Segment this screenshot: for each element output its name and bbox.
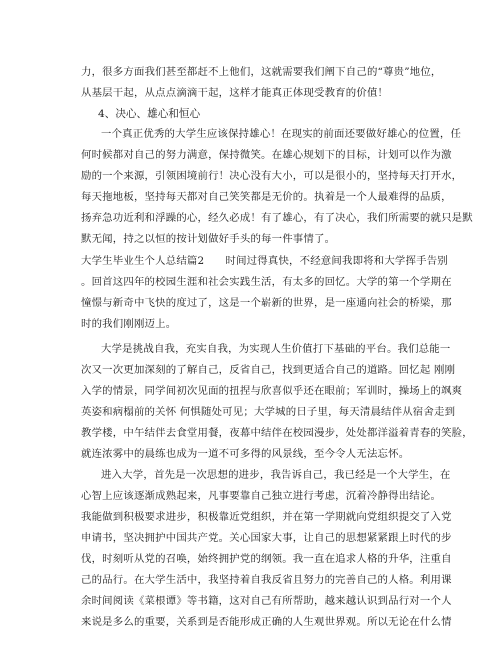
- text-line: 己的品行。在大学生活中，我坚持着自我反省且努力的完善自己的人格。利用课: [81, 574, 452, 586]
- text-line: 从基层干起，从点点滴滴干起，这样才能真正体现受教育的价值！: [81, 87, 389, 99]
- text-line: 来说是多么的重要，关系到是否能形成正确的人生观世界观。所以无论在什么情: [81, 616, 452, 628]
- text-line: 入学的情景，同学间初次见面的扭捏与欣喜似乎还在眼前；军训时，操场上的飒爽: [81, 385, 463, 397]
- text-line: 力，很多方面我们甚至都赶不上他们，这就需要我们阐下自己的“尊贵”地位，: [81, 66, 442, 78]
- text-line: 每天拖地板，坚持每天都对自己笑笑都是无价的。执着是一个人最难得的品质，: [81, 191, 452, 203]
- text-line: 扬弃急功近利和浮躁的心，经久必成！有了雄心，有了决心，我们所需要的就只是默: [81, 212, 473, 224]
- article-2-opening: [81, 251, 452, 335]
- text-line: 伐，时刻听从党的召唤，始终拥护党的纲领。我一直在追求人格的升华，注重自: [81, 553, 452, 565]
- text-line: 何时候都对自己的努力满意，保持微笑。在雄心规划下的目标，计划可以作为激: [81, 149, 452, 161]
- text-line: 就连浓雾中的晨练也成为一道不可多得的风景线，至今令人无法忘怀。: [81, 448, 410, 460]
- text-line: 申请书，坚决拥护中国共产党。关心国家大事，让自己的思想紧紧跟上时代的步: [81, 532, 452, 544]
- article-title-line: 大学生毕业生个人总结篇2 时间过得真快，不经意间我即将和大学挥手告别: [81, 255, 448, 267]
- text-line: 大学是挑战自我，充实自我，为实现人生价值打下基础的平台。我们总能一: [101, 343, 451, 355]
- resolve-paragraph: [81, 124, 473, 250]
- section-heading: 4、决心、雄心和恒心: [98, 108, 201, 120]
- text-line: 憧憬与新奇中飞快的度过了，这是一个崭新的世界，是一座通向社会的桥梁，那: [81, 297, 452, 309]
- text-line: 我能做到积极要求进步，积极靠近党组织，并在第一学期就向党组织提交了入党: [81, 511, 452, 523]
- text-line: 余时间阅读《菜根谭》等书籍，这对自己有所帮助，越来越认识到品行对一个人: [81, 595, 452, 607]
- intro-paragraph: [81, 62, 442, 104]
- text-line: 时的我们刚刚迈上。: [81, 318, 177, 330]
- challenge-paragraph: [81, 339, 473, 465]
- thought-progress-paragraph: [81, 465, 452, 633]
- text-line: 默无闻，持之以恒的按计划做好手头的每一件事情了。: [81, 233, 336, 245]
- text-line: 励的一个来源，引领困境前行！决心没有大小，可以是很小的，坚持每天打开水，: [81, 170, 463, 182]
- text-line: 教学楼，中午结伴去食堂用餐，夜幕中结伴在校园漫步，处处都洋溢着青春的笑脸，: [81, 427, 473, 439]
- text-line: 进入大学，首先是一次思想的进步，我告诉自己，我已经是一个大学生，在: [101, 469, 451, 481]
- text-line: 一个真正优秀的大学生应该保持雄心！在现实的前面还要做好雄心的位置，任: [101, 128, 462, 140]
- text-line: 。回首这四年的校园生涯和社会实践生活，有太多的回忆。大学的第一个学期在: [81, 276, 452, 288]
- text-line: 次又一次更加深刻的了解自己，反省自己，找到更适合自己的道路。回忆起 刚刚: [81, 364, 456, 376]
- text-line: 英姿和病榻前的关怀 何惧随处可见；大学城的日子里，每天清晨结伴从宿舍走到: [81, 406, 456, 418]
- text-line: 心智上应该逐渐成熟起来，凡事要靠自己独立进行考虑，沉着冷静得出结论。: [81, 490, 442, 502]
